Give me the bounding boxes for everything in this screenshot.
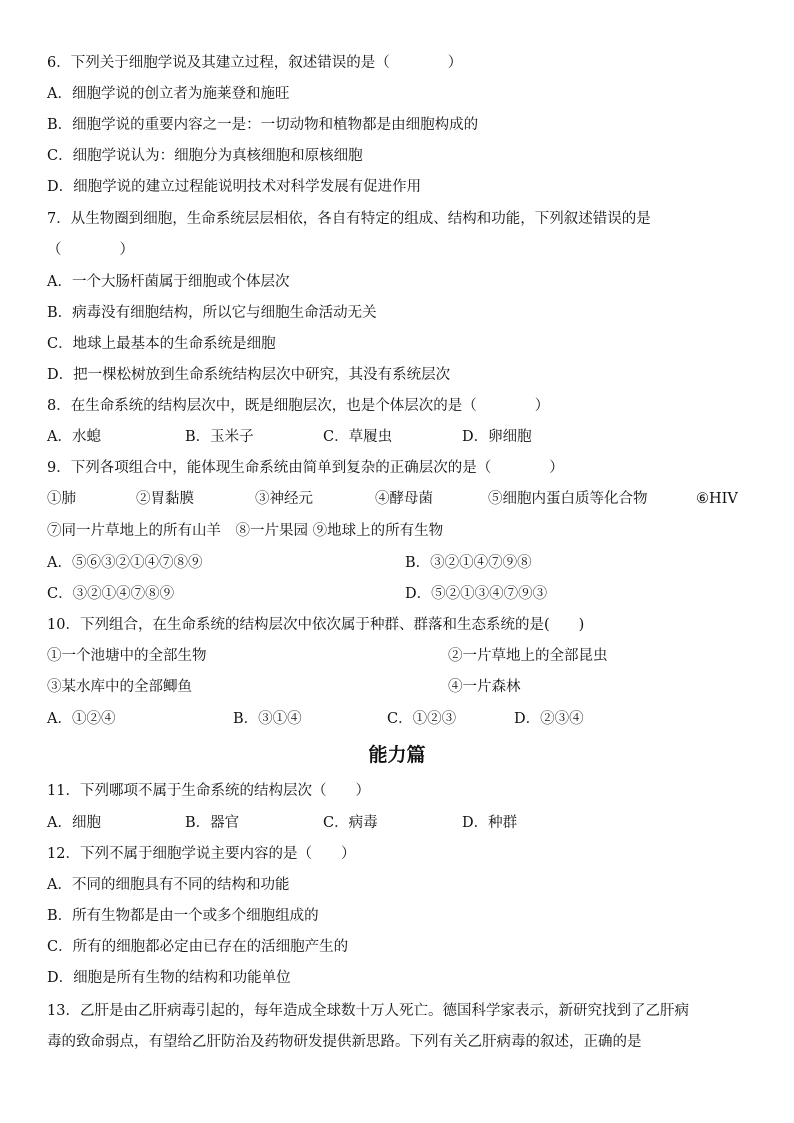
q12-option-b: B．所有生物都是由一个或多个细胞组成的	[47, 908, 319, 924]
q9-stem: 9．下列各项组合中，能体现生命系统由简单到复杂的正确层次的是（ ）	[47, 460, 564, 476]
q10-item-1: ①一个池塘中的全部生物	[47, 648, 207, 664]
q6-option-d: D．细胞学说的建立过程能说明技术对科学发展有促进作用	[47, 179, 422, 195]
q10-option-b: B．③①④	[233, 711, 302, 727]
q10-item-4: ④一片森林	[448, 679, 521, 695]
q10-stem: 10．下列组合，在生命系统的结构层次中依次属于种群、群落和生态系统的是( )	[47, 617, 585, 633]
q11-option-d: D．种群	[462, 815, 518, 831]
q11-option-b: B．器官	[185, 815, 240, 831]
q9-option-d: D．⑤②①③④⑦⑨③	[405, 586, 548, 602]
q9-item-3: ③神经元	[255, 491, 313, 507]
q7-stem-cont: （ ）	[47, 242, 134, 258]
q13-stem-line2: 毒的致命弱点，有望给乙肝防治及药物研发提供新思路。下列有关乙肝病毒的叙述，正确的是	[47, 1034, 642, 1050]
q11-stem: 11．下列哪项不属于生命系统的结构层次（ ）	[47, 783, 370, 799]
q8-option-c: C．草履虫	[323, 429, 393, 445]
q10-item-2: ②一片草地上的全部昆虫	[448, 648, 608, 664]
q9-item-5: ⑤细胞内蛋白质等化合物	[488, 491, 648, 507]
q7-option-d: D．把一棵松树放到生命系统结构层次中研究，其没有系统层次	[47, 367, 451, 383]
q7-option-a: A．一个大肠杆菌属于细胞或个体层次	[47, 274, 290, 290]
q12-option-c: C．所有的细胞都必定由已存在的活细胞产生的	[47, 939, 349, 955]
q12-stem: 12．下列不属于细胞学说主要内容的是（ ）	[47, 846, 356, 862]
q9-item-1: ①肺	[47, 491, 76, 507]
q10-option-c: C．①②③	[387, 711, 457, 727]
q9-items-row2: ⑦同一片草地上的所有山羊 ⑧一片果园 ⑨地球上的所有生物	[47, 523, 444, 539]
q9-item-4: ④酵母菌	[375, 491, 433, 507]
q11-option-c: C．病毒	[323, 815, 378, 831]
q9-item-2: ②胃黏膜	[136, 491, 194, 507]
q8-option-b: B．玉米子	[185, 429, 254, 445]
section-title: 能力篇	[368, 744, 426, 766]
q9-item-6: ⑥HIV	[696, 491, 738, 507]
q10-option-a: A．①②④	[47, 711, 116, 727]
q9-option-b: B．③②①④⑦⑨⑧	[405, 555, 532, 571]
q9-option-a: A．⑤⑥③②①④⑦⑧⑨	[47, 555, 203, 571]
q7-option-b: B．病毒没有细胞结构，所以它与细胞生命活动无关	[47, 305, 377, 321]
q12-option-d: D．细胞是所有生物的结构和功能单位	[47, 970, 291, 986]
q6-option-c: C．细胞学说认为：细胞分为真核细胞和原核细胞	[47, 148, 363, 164]
q10-item-3: ③某水库中的全部鲫鱼	[47, 679, 192, 695]
q11-option-a: A．细胞	[47, 815, 101, 831]
q6-option-a: A．细胞学说的创立者为施莱登和施旺	[47, 86, 290, 102]
q7-option-c: C．地球上最基本的生命系统是细胞	[47, 336, 276, 352]
q6-option-b: B．细胞学说的重要内容之一是：一切动物和植物都是由细胞构成的	[47, 117, 479, 133]
q6-stem: 6．下列关于细胞学说及其建立过程，叙述错误的是（ ）	[47, 55, 463, 71]
q8-option-d: D．卵细胞	[462, 429, 532, 445]
q8-stem: 8．在生命系统的结构层次中，既是细胞层次，也是个体层次的是（ ）	[47, 398, 550, 414]
q13-stem-line1: 13．乙肝是由乙肝病毒引起的，每年造成全球数十万人死亡。德国科学家表示，新研究找到了乙肝病	[47, 1003, 689, 1019]
q9-option-c: C．③②①④⑦⑧⑨	[47, 586, 175, 602]
q7-stem: 7．从生物圈到细胞，生命系统层层相依，各自有特定的组成、结构和功能，下列叙述错误的是	[47, 211, 651, 227]
q12-option-a: A．不同的细胞具有不同的结构和功能	[47, 877, 290, 893]
q8-option-a: A．水螅	[47, 429, 101, 445]
q10-option-d: D．②③④	[514, 711, 584, 727]
